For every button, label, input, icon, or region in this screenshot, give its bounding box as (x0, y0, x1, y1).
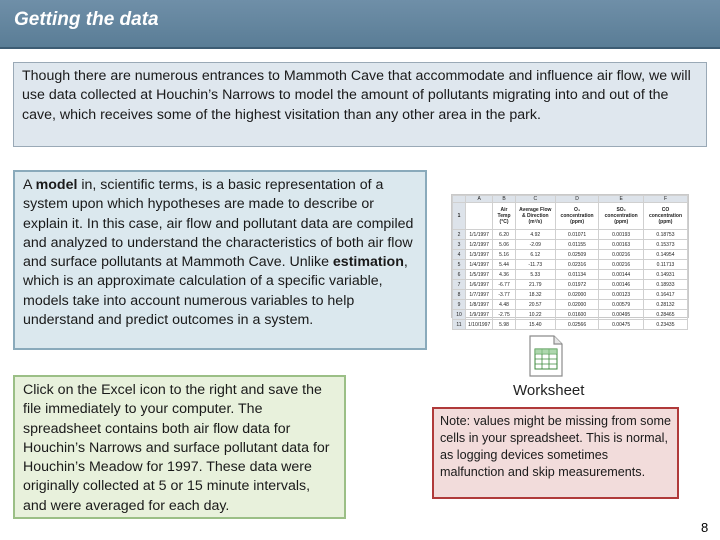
table-cell: -3.77 (493, 290, 516, 300)
row-number: 4 (453, 250, 466, 260)
column-letter: E (599, 196, 644, 203)
column-header: Average Flow & Direction (m³/s) (515, 203, 555, 230)
table-cell: 1/1/1997 (466, 230, 493, 240)
table-cell: 0.00123 (599, 290, 644, 300)
corner-cell (453, 196, 466, 203)
excel-instructions-text: Click on the Excel icon to the right and save the file immediately to your computer. The spreadsheet contains both air flow data for Houchin’s Narrows and surface pollutant data for Houchin’s Meadow for 1997. These data were originally collected at 5 or 15 minute intervals, and were averaged for each day. (23, 382, 330, 514)
table-cell: -2.75 (493, 310, 516, 320)
table-cell: 0.01071 (555, 230, 599, 240)
table-row (453, 320, 688, 330)
worksheet-label[interactable]: Worksheet (513, 382, 585, 399)
table-cell: 0.01600 (555, 310, 599, 320)
row-number: 5 (453, 260, 466, 270)
table-cell: 0.28465 (643, 310, 687, 320)
table-cell: 10.22 (515, 310, 555, 320)
excel-file-icon-graphic (526, 334, 566, 378)
header-divider (0, 47, 720, 49)
table-cell: 0.00193 (599, 230, 644, 240)
table-cell: 0.02566 (555, 320, 599, 330)
table-cell: 1/9/1997 (466, 310, 493, 320)
table-cell: 0.00579 (599, 300, 644, 310)
table-cell: -2.09 (515, 240, 555, 250)
table-cell: 0.00146 (599, 280, 644, 290)
table-cell: 4.36 (493, 270, 516, 280)
table-cell: 0.01155 (555, 240, 599, 250)
model-text-3: , which is an approximate calculation of a specific variable, models take into account numerous variables to help understand and predict outcomes in a system. (23, 254, 408, 329)
column-header: SO₂ concentration (ppm) (599, 203, 644, 230)
table-cell: 6.12 (515, 250, 555, 260)
table-cell: 0.00144 (599, 270, 644, 280)
table-cell: 0.00495 (599, 310, 644, 320)
estimation-term: estimation (332, 254, 404, 271)
table-cell: 15.40 (515, 320, 555, 330)
table-cell: 21.79 (515, 280, 555, 290)
table-cell: 0.02000 (555, 300, 599, 310)
excel-instructions-box (13, 375, 346, 519)
column-header (466, 203, 493, 230)
table-cell: 1/2/1997 (466, 240, 493, 250)
table-cell: 18.32 (515, 290, 555, 300)
table-cell: 6.20 (493, 230, 516, 240)
table-cell: 5.16 (493, 250, 516, 260)
table-cell: 0.01972 (555, 280, 599, 290)
table-cell: 0.01134 (555, 270, 599, 280)
table-row (453, 280, 688, 290)
table-cell: 0.00475 (599, 320, 644, 330)
row-number: 7 (453, 280, 466, 290)
table-cell: -6.77 (493, 280, 516, 290)
row-number: 10 (453, 310, 466, 320)
table-row (453, 270, 688, 280)
table-cell: 0.02509 (555, 250, 599, 260)
table-cell: 4.92 (515, 230, 555, 240)
table-cell: 0.28132 (643, 300, 687, 310)
column-letter-row (453, 196, 688, 203)
column-letter: C (515, 196, 555, 203)
table-cell: 1/6/1997 (466, 280, 493, 290)
excel-file-icon[interactable] (526, 334, 566, 378)
table-cell: 0.23435 (643, 320, 687, 330)
model-text-2: in, scientific terms, is a basic representation of a system upon which hypotheses are made to describe or explain it. In this case, air flow and pollutant data are compiled and analyzed to understand the characteristics of both air flow and surface pollutants at Mammoth Cave. Unlike (23, 177, 414, 271)
table-row (453, 260, 688, 270)
table-cell: 0.02000 (555, 290, 599, 300)
table-row (453, 290, 688, 300)
table-row (453, 240, 688, 250)
table-row (453, 300, 688, 310)
table-cell: 0.16417 (643, 290, 687, 300)
intro-text: Though there are numerous entrances to Mammoth Cave that accommodate and influence air flow, we will use data collected at Houchin’s Narrows to model the amount of pollutants migrating into and out of the cave, which receives some of the highest visitation than any other area in the park. (22, 68, 691, 123)
row-number: 8 (453, 290, 466, 300)
table-cell: 5.98 (493, 320, 516, 330)
model-text-1: A (23, 177, 36, 193)
table-cell: 0.00216 (599, 250, 644, 260)
spreadsheet-preview (451, 194, 689, 328)
column-letter: F (643, 196, 687, 203)
row-number: 1 (453, 203, 466, 230)
slide-header (0, 0, 720, 47)
column-header: Air Temp (°C) (493, 203, 516, 230)
table-cell: 4.48 (493, 300, 516, 310)
table-cell: 1/4/1997 (466, 260, 493, 270)
slide-title: Getting the data (14, 9, 159, 30)
table-cell: 1/7/1997 (466, 290, 493, 300)
table-cell: 0.02316 (555, 260, 599, 270)
row-number: 11 (453, 320, 466, 330)
table-row (453, 250, 688, 260)
spreadsheet-table (452, 195, 688, 330)
column-header: CO concentration (ppm) (643, 203, 687, 230)
row-number: 6 (453, 270, 466, 280)
model-term: model (35, 177, 78, 193)
column-header: O₃ concentration (ppm) (555, 203, 599, 230)
page-number: 8 (701, 520, 709, 535)
column-letter: D (555, 196, 599, 203)
note-box (432, 407, 679, 499)
table-cell: 20.57 (515, 300, 555, 310)
row-number: 3 (453, 240, 466, 250)
table-cell: 5.06 (493, 240, 516, 250)
table-cell: 1/3/1997 (466, 250, 493, 260)
column-letter: A (466, 196, 493, 203)
table-cell: 5.44 (493, 260, 516, 270)
column-letter: B (493, 196, 516, 203)
header-row (453, 203, 688, 230)
table-cell: -11.73 (515, 260, 555, 270)
model-definition-box (13, 170, 427, 350)
table-cell: 0.00216 (599, 260, 644, 270)
table-cell: 0.18933 (643, 280, 687, 290)
table-row (453, 310, 688, 320)
row-number: 2 (453, 230, 466, 240)
table-cell: 0.11713 (643, 260, 687, 270)
table-cell: 0.14954 (643, 250, 687, 260)
table-cell: 1/8/1997 (466, 300, 493, 310)
table-cell: 0.18753 (643, 230, 687, 240)
table-cell: 0.15373 (643, 240, 687, 250)
table-cell: 1/10/1997 (466, 320, 493, 330)
table-cell: 5.33 (515, 270, 555, 280)
table-row (453, 230, 688, 240)
table-cell: 0.14931 (643, 270, 687, 280)
row-number: 9 (453, 300, 466, 310)
note-text: Note: values might be missing from some cells in your spreadsheet. This is normal, as logging devices sometimes malfunction and skip measurements. (440, 414, 671, 479)
intro-box (13, 62, 707, 147)
table-cell: 1/5/1997 (466, 270, 493, 280)
table-cell: 0.00163 (599, 240, 644, 250)
